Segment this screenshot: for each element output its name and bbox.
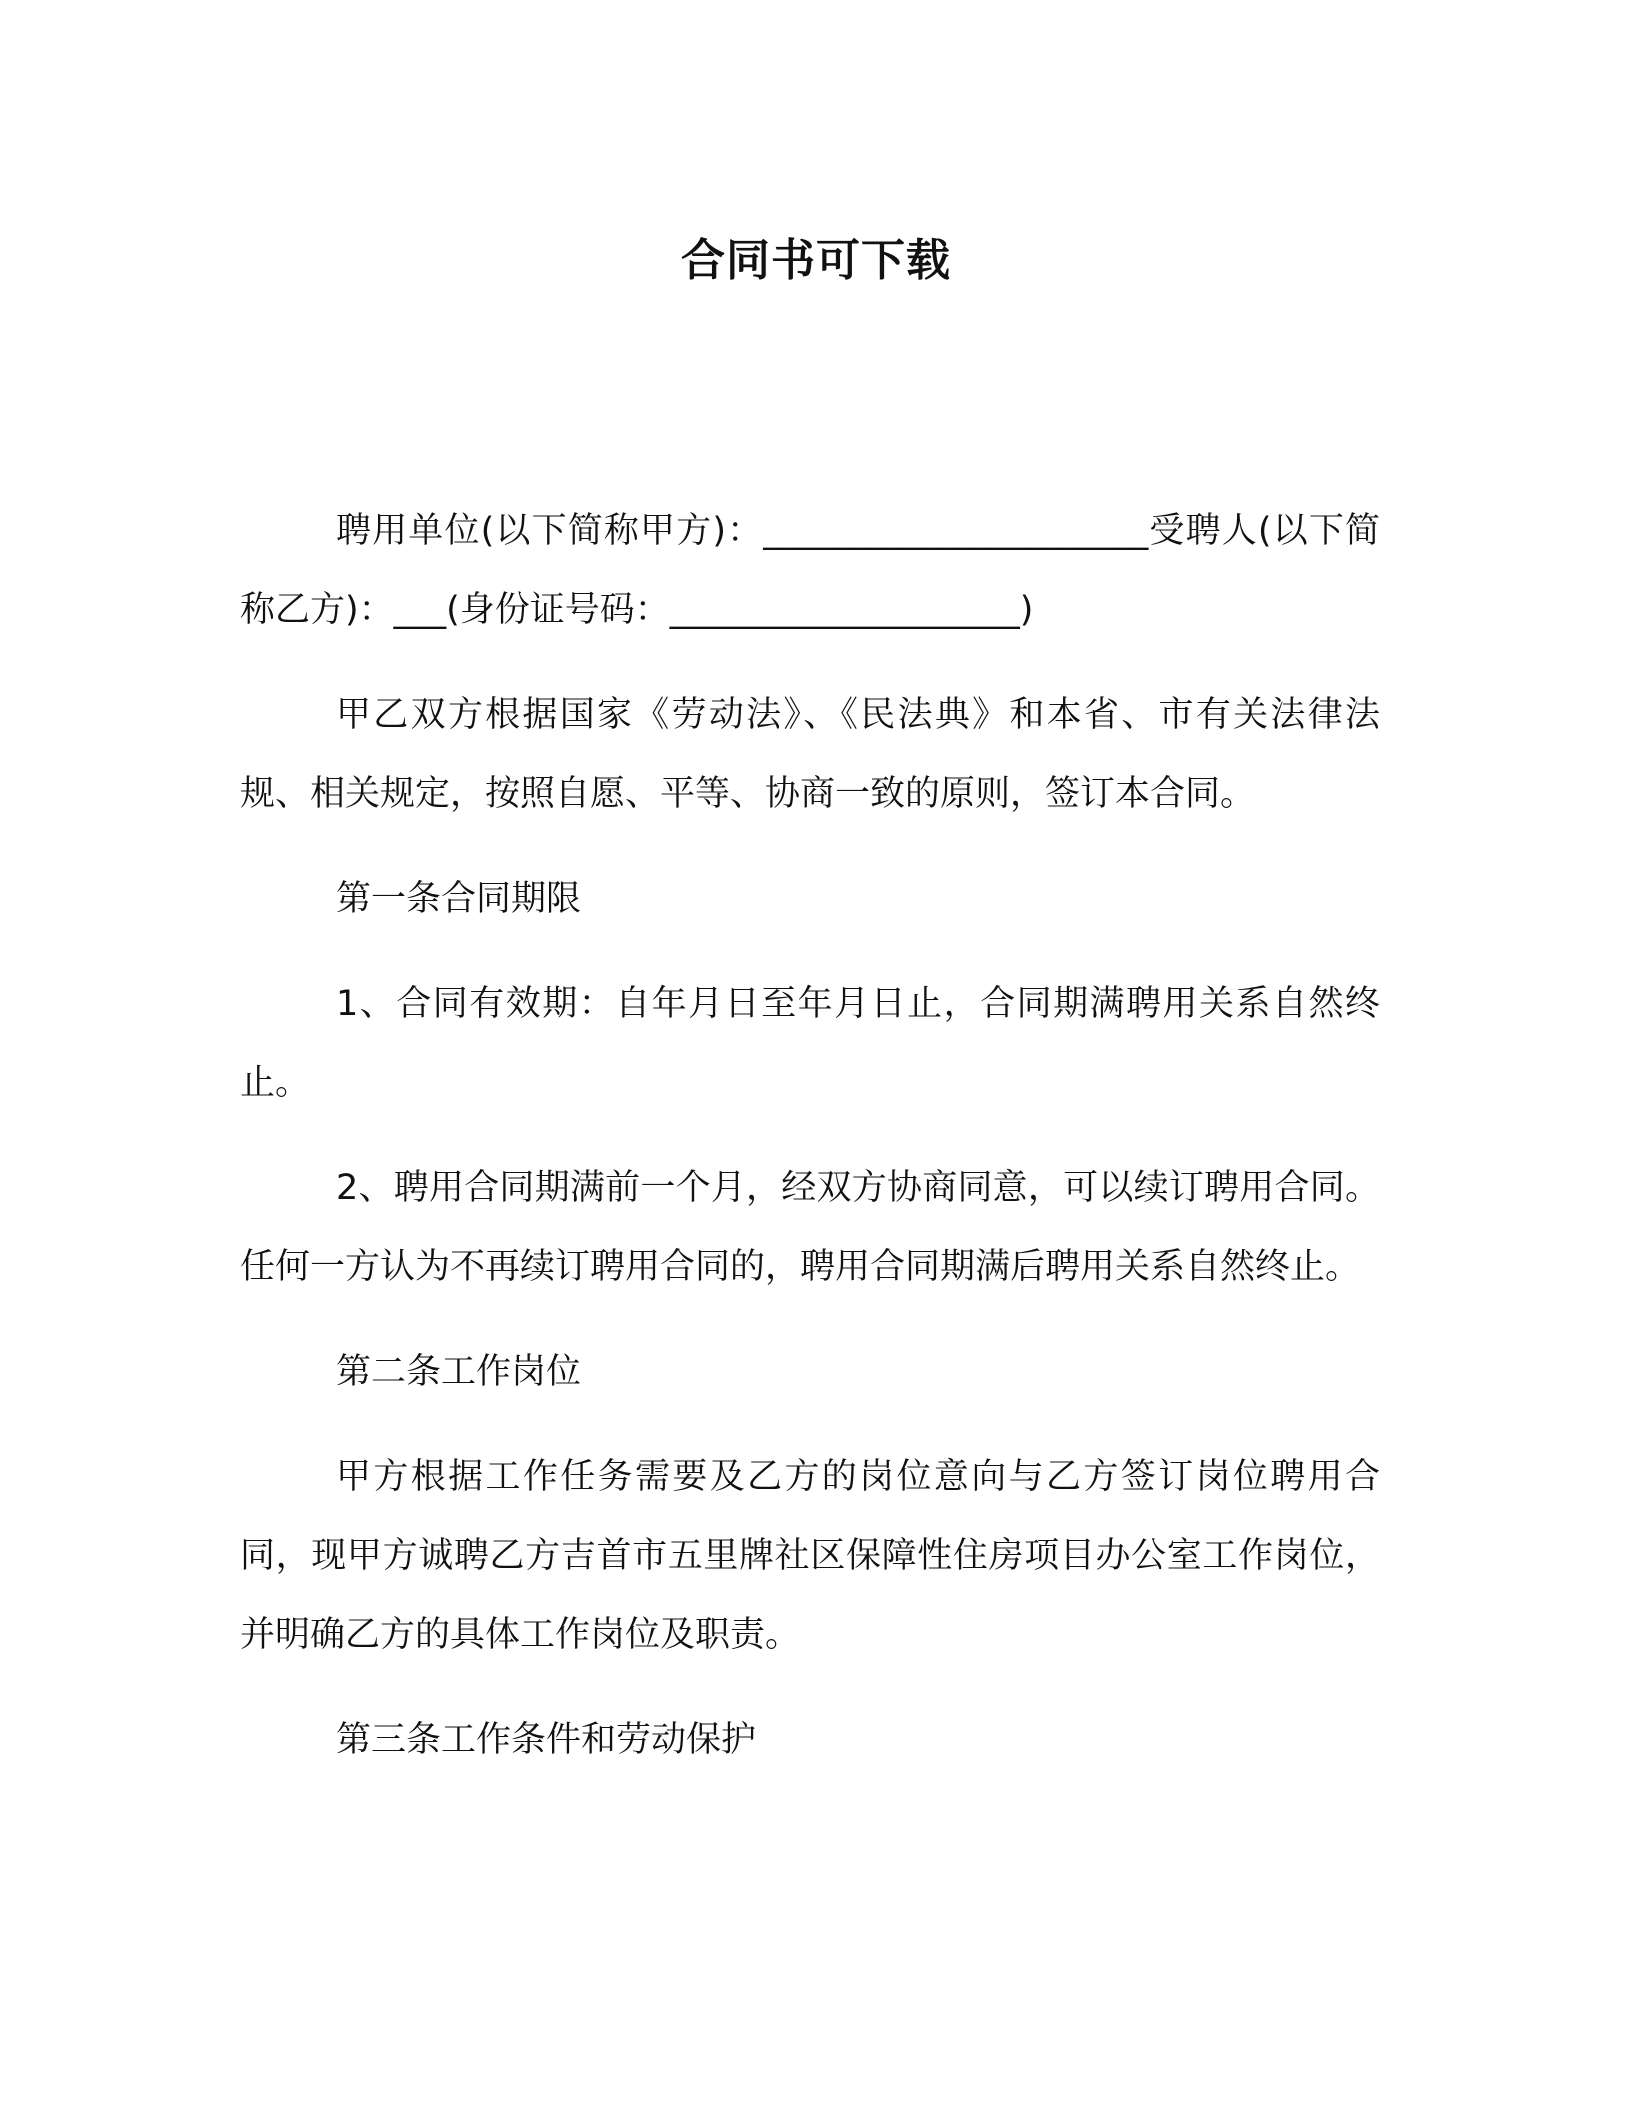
article-2-heading: 第二条工作岗位 [336,1352,582,1392]
article-2-paragraph: 甲方根据工作任务需要及乙方的岗位意向与乙方签订岗位聘用合同，现甲方诚聘乙方吉首市五里牌社区保障性住房项目办公室工作岗位，并明确乙方的具体工作岗位及职责。 [240,1457,1380,1655]
parties-paragraph: 聘用单位(以下简称甲方)：______________________受聘人(以下简称乙方)：___(身份证号码：____________________) [240,511,1380,630]
article-1-clause-1: 1、合同有效期：自年月日至年月日止，合同期满聘用关系自然终止。 [240,984,1380,1103]
preamble-paragraph: 甲乙双方根据国家《劳动法》、《民法典》和本省、市有关法律法规、相关规定，按照自愿、平等、协商一致的原则，签订本合同。 [240,695,1380,814]
article-1-clause-2: 2、聘用合同期满前一个月，经双方协商同意，可以续订聘用合同。任何一方认为不再续订聘用合同的，聘用合同期满后聘用关系自然终止。 [240,1168,1380,1287]
document-title: 合同书可下载 [681,235,951,286]
document-body [240,492,1380,1806]
article-1-heading: 第一条合同期限 [336,879,582,919]
article-3-heading: 第三条工作条件和劳动保护 [336,1720,757,1760]
